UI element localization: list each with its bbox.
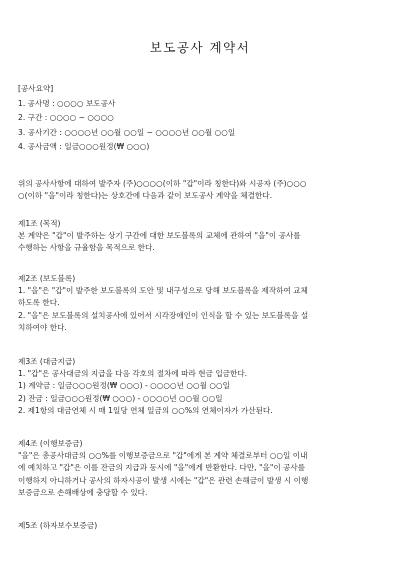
article-3-text: 2. 제1항의 대금연체 시 매 1일당 연체 일금의 ○○%의 연체이자가 가산된다. <box>18 405 273 415</box>
summary-item-amount: 4. 공사금액 : 일금○○○원정(₩ ○○○) <box>18 142 150 152</box>
article-5-heading: 제5조 (하자보수보증금) <box>18 521 98 530</box>
article-4-text: 에 예치하고 "갑"은 이를 잔금의 지급과 동시에 "을"에게 반환한다. 다만, "을"이 공사를 <box>18 463 306 473</box>
summary-item-period: 3. 공사기간 : ○○○○년 ○○월 ○○일 ~ ○○○○년 ○○월 ○○일 <box>18 127 236 137</box>
article-4-text: "을"은 총공사대금의 ○○%를 이행보증금으로 "갑"에게 본 계약 체결로부터 ○○일 이내 <box>18 451 308 461</box>
article-3-text: 1) 계약금 : 일금○○○원정(₩ ○○○) - ○○○○년 ○○월 ○○일 <box>18 381 230 391</box>
article-2 <box>18 273 384 334</box>
article-4-text: 이행하지 아니하거나 공사의 하자시공이 발생 시에는 "갑"은 관련 손해금이 발생 시 이행 <box>18 475 309 485</box>
document-title: 보도공사 계약서 <box>149 40 251 55</box>
project-summary <box>18 82 384 155</box>
article-2-text: 하도록 한다. <box>18 298 60 308</box>
summary-item-section: 2. 구간 : ○○○○ ~ ○○○○ <box>18 113 114 123</box>
article-1-text: 수행하는 사항을 규율함을 목적으로 한다. <box>18 243 155 253</box>
article-4-text: 보증금으로 손해배상에 충당할 수 있다. <box>18 487 148 497</box>
intro-line: 위의 공사사항에 대하여 발주자 (주)○○○○(이하 "갑"이라 칭한다)와 시공자 (주)○○○ <box>18 179 307 188</box>
article-2-text: 치하여야 한다. <box>18 322 67 332</box>
article-4-heading: 제4조 (이행보증금) <box>18 439 83 448</box>
intro-line: ○(이하 "을"이라 칭한다)는 상호간에 다음과 같이 보도공사 계약을 체결한다. <box>18 191 272 201</box>
article-2-text: 1. "을"은 "갑"이 발주한 보도블록의 도안 및 내구성으로 당해 보도블록을 제작하여 교체 <box>18 286 308 296</box>
article-3 <box>18 356 384 417</box>
article-3-heading: 제3조 (대금지급) <box>18 357 76 366</box>
article-4 <box>18 438 384 499</box>
article-1-heading: 제1조 (목적) <box>18 219 61 228</box>
summary-heading: [공사요약] <box>18 84 54 93</box>
article-1-text: 본 계약은 "갑"이 발주하는 상기 구간에 대한 보도블록의 교체에 관하여 "을"이 공사를 <box>18 231 301 241</box>
article-3-text: 1. "갑"은 공사대금의 지급을 다음 각호의 절차에 따라 현금 입금한다. <box>18 369 248 379</box>
article-2-heading: 제2조 (보도블록) <box>18 274 76 283</box>
article-5 <box>18 520 384 532</box>
article-2-text: 2. "을"은 보도블록의 설치공사에 있어서 시각장애인이 인식을 할 수 있는 보도블록을 설 <box>18 310 309 320</box>
article-1 <box>18 218 384 255</box>
intro-paragraph <box>18 178 384 202</box>
summary-item-name: 1. 공사명 : ○○○○ 보도공사 <box>18 98 116 108</box>
article-3-text: 2) 잔금 : 일금○○○원정(₩ ○○○) - ○○○○년 ○○월 ○○일 <box>18 393 223 403</box>
